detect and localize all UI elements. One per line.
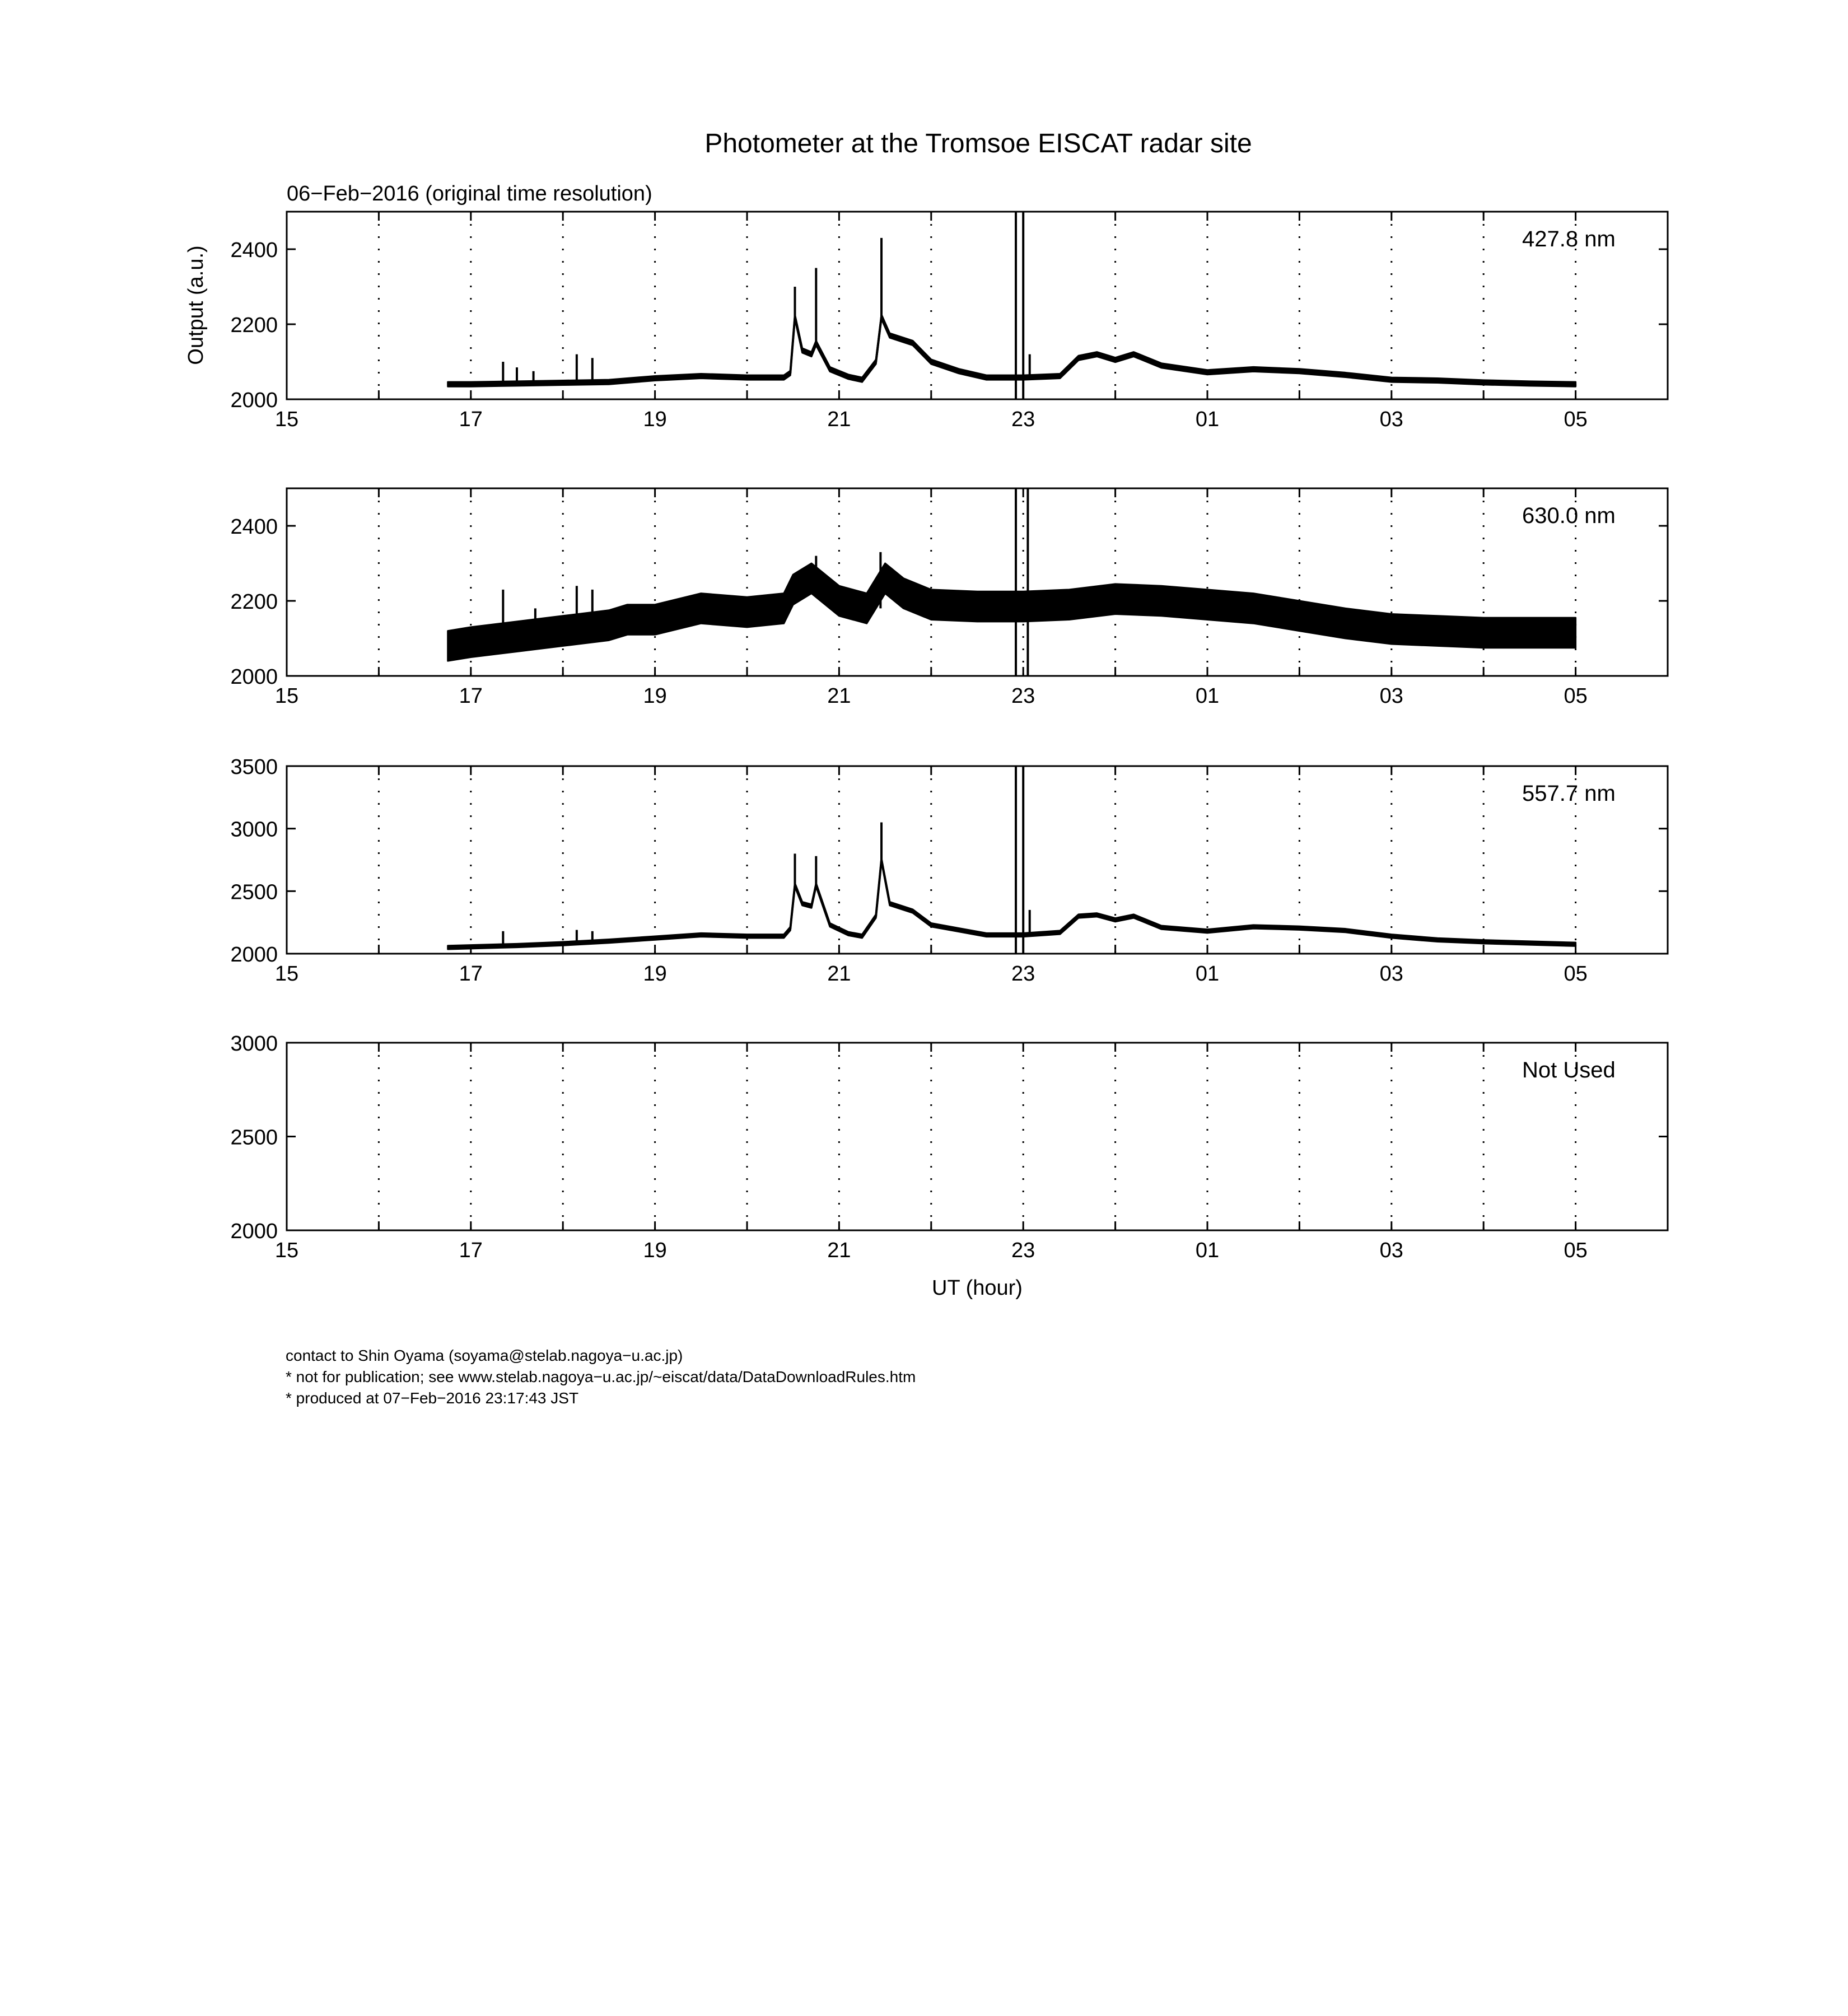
x-tick-label: 03 <box>1379 408 1403 431</box>
figure-subtitle: 06−Feb−2016 (original time resolution) <box>287 182 652 206</box>
panel-3 <box>230 755 1668 986</box>
x-tick-label: 01 <box>1195 684 1220 708</box>
x-tick-label: 21 <box>827 684 851 708</box>
x-tick-label: 17 <box>459 408 483 431</box>
x-tick-label: 21 <box>827 408 851 431</box>
x-tick-label: 21 <box>827 962 851 986</box>
panels-container <box>230 212 1668 1262</box>
footer-notes <box>286 1345 916 1409</box>
x-tick-label: 01 <box>1195 1239 1220 1262</box>
y-tick-label: 3000 <box>230 818 278 842</box>
series-band <box>448 315 1576 387</box>
x-tick-label: 17 <box>459 962 483 986</box>
figure-title: Photometer at the Tromsoe EISCAT radar site <box>704 129 1252 158</box>
y-tick-label: 3000 <box>230 1032 278 1056</box>
x-tick-label: 05 <box>1564 408 1588 431</box>
x-tick-label: 15 <box>274 1239 299 1262</box>
y-tick-label: 3500 <box>230 755 278 779</box>
x-tick-label: 21 <box>827 1239 851 1262</box>
x-tick-label: 17 <box>459 1239 483 1262</box>
x-tick-label: 19 <box>643 684 667 708</box>
panel-label: Not Used <box>1522 1058 1616 1082</box>
x-tick-label: 17 <box>459 684 483 708</box>
series-band <box>448 563 1576 661</box>
x-tick-label: 15 <box>274 408 299 431</box>
x-tick-label: 19 <box>643 408 667 431</box>
x-tick-label: 15 <box>274 962 299 986</box>
x-tick-label: 01 <box>1195 408 1220 431</box>
y-tick-label: 2000 <box>230 665 278 689</box>
y-tick-label: 2500 <box>230 1126 278 1150</box>
footer-publication-note: * not for publication; see www.stelab.nagoya−u.ac.jp/~eiscat/data/DataDownloadRules.htm <box>286 1368 916 1385</box>
y-tick-label: 2000 <box>230 389 278 412</box>
series-line <box>448 860 1576 948</box>
y-tick-label: 2000 <box>230 943 278 967</box>
axes-frame <box>287 1043 1668 1230</box>
x-tick-label: 23 <box>1011 408 1035 431</box>
x-tick-label: 15 <box>274 684 299 708</box>
x-tick-label: 23 <box>1011 1239 1035 1262</box>
panel-1 <box>230 212 1668 431</box>
y-tick-label: 2200 <box>230 314 278 337</box>
y-tick-label: 2500 <box>230 880 278 904</box>
x-tick-label: 19 <box>643 1239 667 1262</box>
x-tick-label: 23 <box>1011 684 1035 708</box>
x-tick-label: 05 <box>1564 684 1588 708</box>
footer-contact: contact to Shin Oyama (soyama@stelab.nagoya−u.ac.jp) <box>286 1347 683 1364</box>
y-tick-label: 2400 <box>230 515 278 539</box>
panel-4 <box>230 1032 1668 1262</box>
footer-produced-at: * produced at 07−Feb−2016 23:17:43 JST <box>286 1389 579 1407</box>
y-tick-label: 2000 <box>230 1220 278 1243</box>
y-tick-label: 2200 <box>230 590 278 614</box>
x-tick-label: 03 <box>1379 684 1403 708</box>
y-tick-label: 2400 <box>230 239 278 262</box>
axes-frame <box>287 766 1668 954</box>
x-tick-label: 05 <box>1564 1239 1588 1262</box>
panel-label: 557.7 nm <box>1522 781 1616 806</box>
x-axis-label: UT (hour) <box>932 1276 1023 1300</box>
series-line <box>448 317 1576 385</box>
x-tick-label: 19 <box>643 962 667 986</box>
x-tick-label: 03 <box>1379 1239 1403 1262</box>
x-tick-label: 05 <box>1564 962 1588 986</box>
panel-label: 427.8 nm <box>1522 227 1616 251</box>
x-tick-label: 03 <box>1379 962 1403 986</box>
x-tick-label: 01 <box>1195 962 1220 986</box>
x-tick-label: 23 <box>1011 962 1035 986</box>
axes-frame <box>287 212 1668 399</box>
panel-label: 630.0 nm <box>1522 503 1616 528</box>
y-axis-label: Output (a.u.) <box>184 245 208 365</box>
panel-2 <box>230 488 1668 708</box>
